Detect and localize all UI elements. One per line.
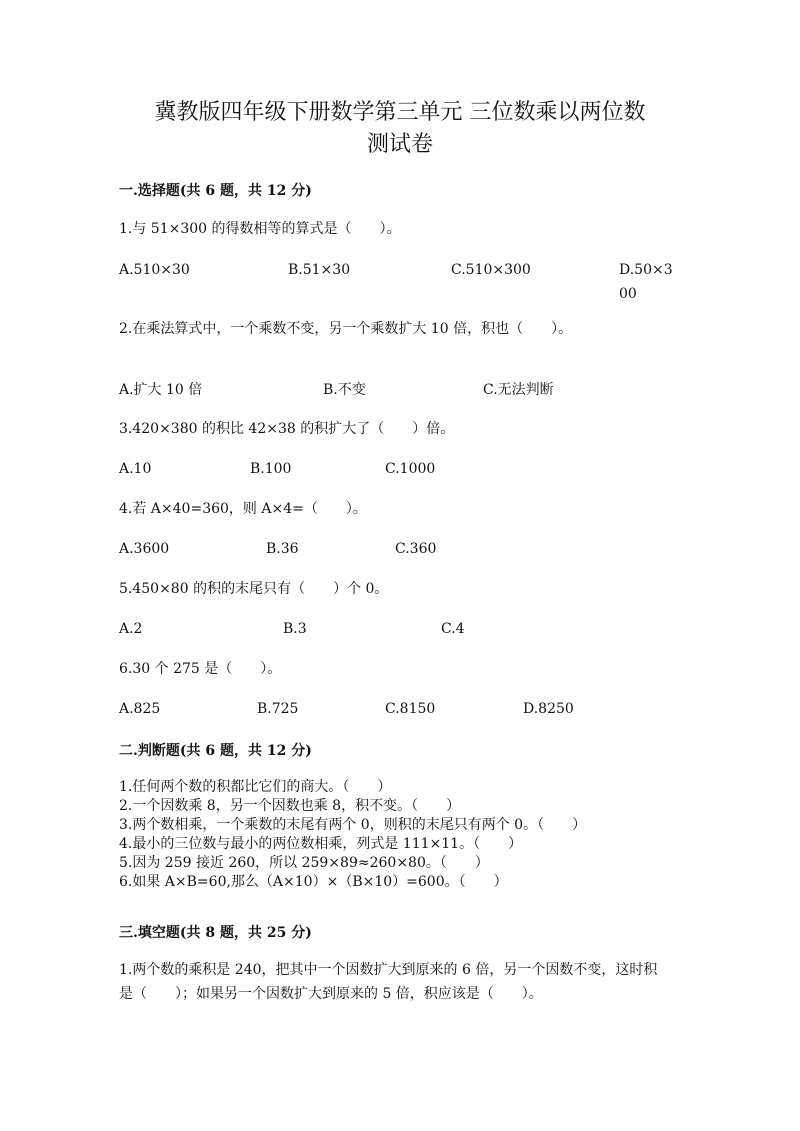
option-c: C.4 xyxy=(441,621,465,637)
choice-options-1 xyxy=(119,258,689,306)
choice-question-5: 5.450×80 的积的末尾只有（ ）个 0。 xyxy=(119,581,389,597)
option-b: B.36 xyxy=(266,541,299,557)
option-c: C.510×300 xyxy=(451,262,531,278)
option-b: B.不变 xyxy=(323,382,366,398)
judge-item: 2.一个因数乘 8，另一个因数也乘 8，积不变。（ ） xyxy=(119,798,461,814)
judge-item: 6.如果 A×B=60,那么（A×10）×（B×10）=600。（ ） xyxy=(119,874,508,890)
option-a: A.510×30 xyxy=(119,262,190,278)
option-c: C.无法判断 xyxy=(483,382,554,398)
section-heading-judge: 二.判断题(共 6 题，共 12 分) xyxy=(119,743,312,759)
choice-question-6: 6.30 个 275 是（ ）。 xyxy=(119,661,282,677)
judge-list xyxy=(119,778,586,892)
choice-question-3: 3.420×380 的积比 42×38 的积扩大了（ ）倍。 xyxy=(119,421,455,437)
option-a: A.2 xyxy=(119,621,143,637)
option-b: B.3 xyxy=(283,621,307,637)
option-c: C.1000 xyxy=(385,461,436,477)
option-b: B.51×30 xyxy=(288,262,351,278)
option-a: A.3600 xyxy=(119,541,170,557)
title-line-2: 测试卷 xyxy=(366,132,433,157)
option-d: D.50×300 xyxy=(619,262,673,302)
title-line-1: 冀教版四年级下册数学第三单元 三位数乘以两位数 xyxy=(154,100,646,125)
option-b: B.100 xyxy=(250,461,292,477)
option-a: A.10 xyxy=(119,461,152,477)
option-c: C.360 xyxy=(395,541,437,557)
section-heading-fill: 三.填空题(共 8 题，共 25 分) xyxy=(119,925,312,941)
section-heading-choice: 一.选择题(共 6 题，共 12 分) xyxy=(119,183,312,199)
option-a: A.扩大 10 倍 xyxy=(119,382,203,398)
choice-question-2: 2.在乘法算式中，一个乘数不变，另一个乘数扩大 10 倍，积也（ ）。 xyxy=(119,321,573,337)
option-b: B.725 xyxy=(257,701,299,717)
page-title xyxy=(60,97,740,161)
option-d: D.8250 xyxy=(523,701,574,717)
choice-question-1: 1.与 51×300 的得数相等的算式是（ ）。 xyxy=(119,221,401,237)
option-a: A.825 xyxy=(119,701,161,717)
fill-question-1: 1.两个数的乘积是 240，把其中一个因数扩大到原来的 6 倍，另一个因数不变，这时积是（ ）；如果另一个因数扩大到原来的 5 倍，积应该是（ ）。 xyxy=(119,962,658,1002)
judge-item: 3.两个数相乘，一个乘数的末尾有两个 0，则积的末尾只有两个 0。（ ） xyxy=(119,817,587,833)
choice-question-4: 4.若 A×40=360，则 A×4=（ ）。 xyxy=(119,501,367,517)
option-c: C.8150 xyxy=(385,701,436,717)
judge-item: 1.任何两个数的积都比它们的商大。（ ） xyxy=(119,779,392,795)
judge-item: 4.最小的三位数与最小的两位数相乘，列式是 111×11。（ ） xyxy=(119,836,523,852)
judge-item: 5.因为 259 接近 260，所以 259×89≈260×80。（ ） xyxy=(119,855,489,871)
